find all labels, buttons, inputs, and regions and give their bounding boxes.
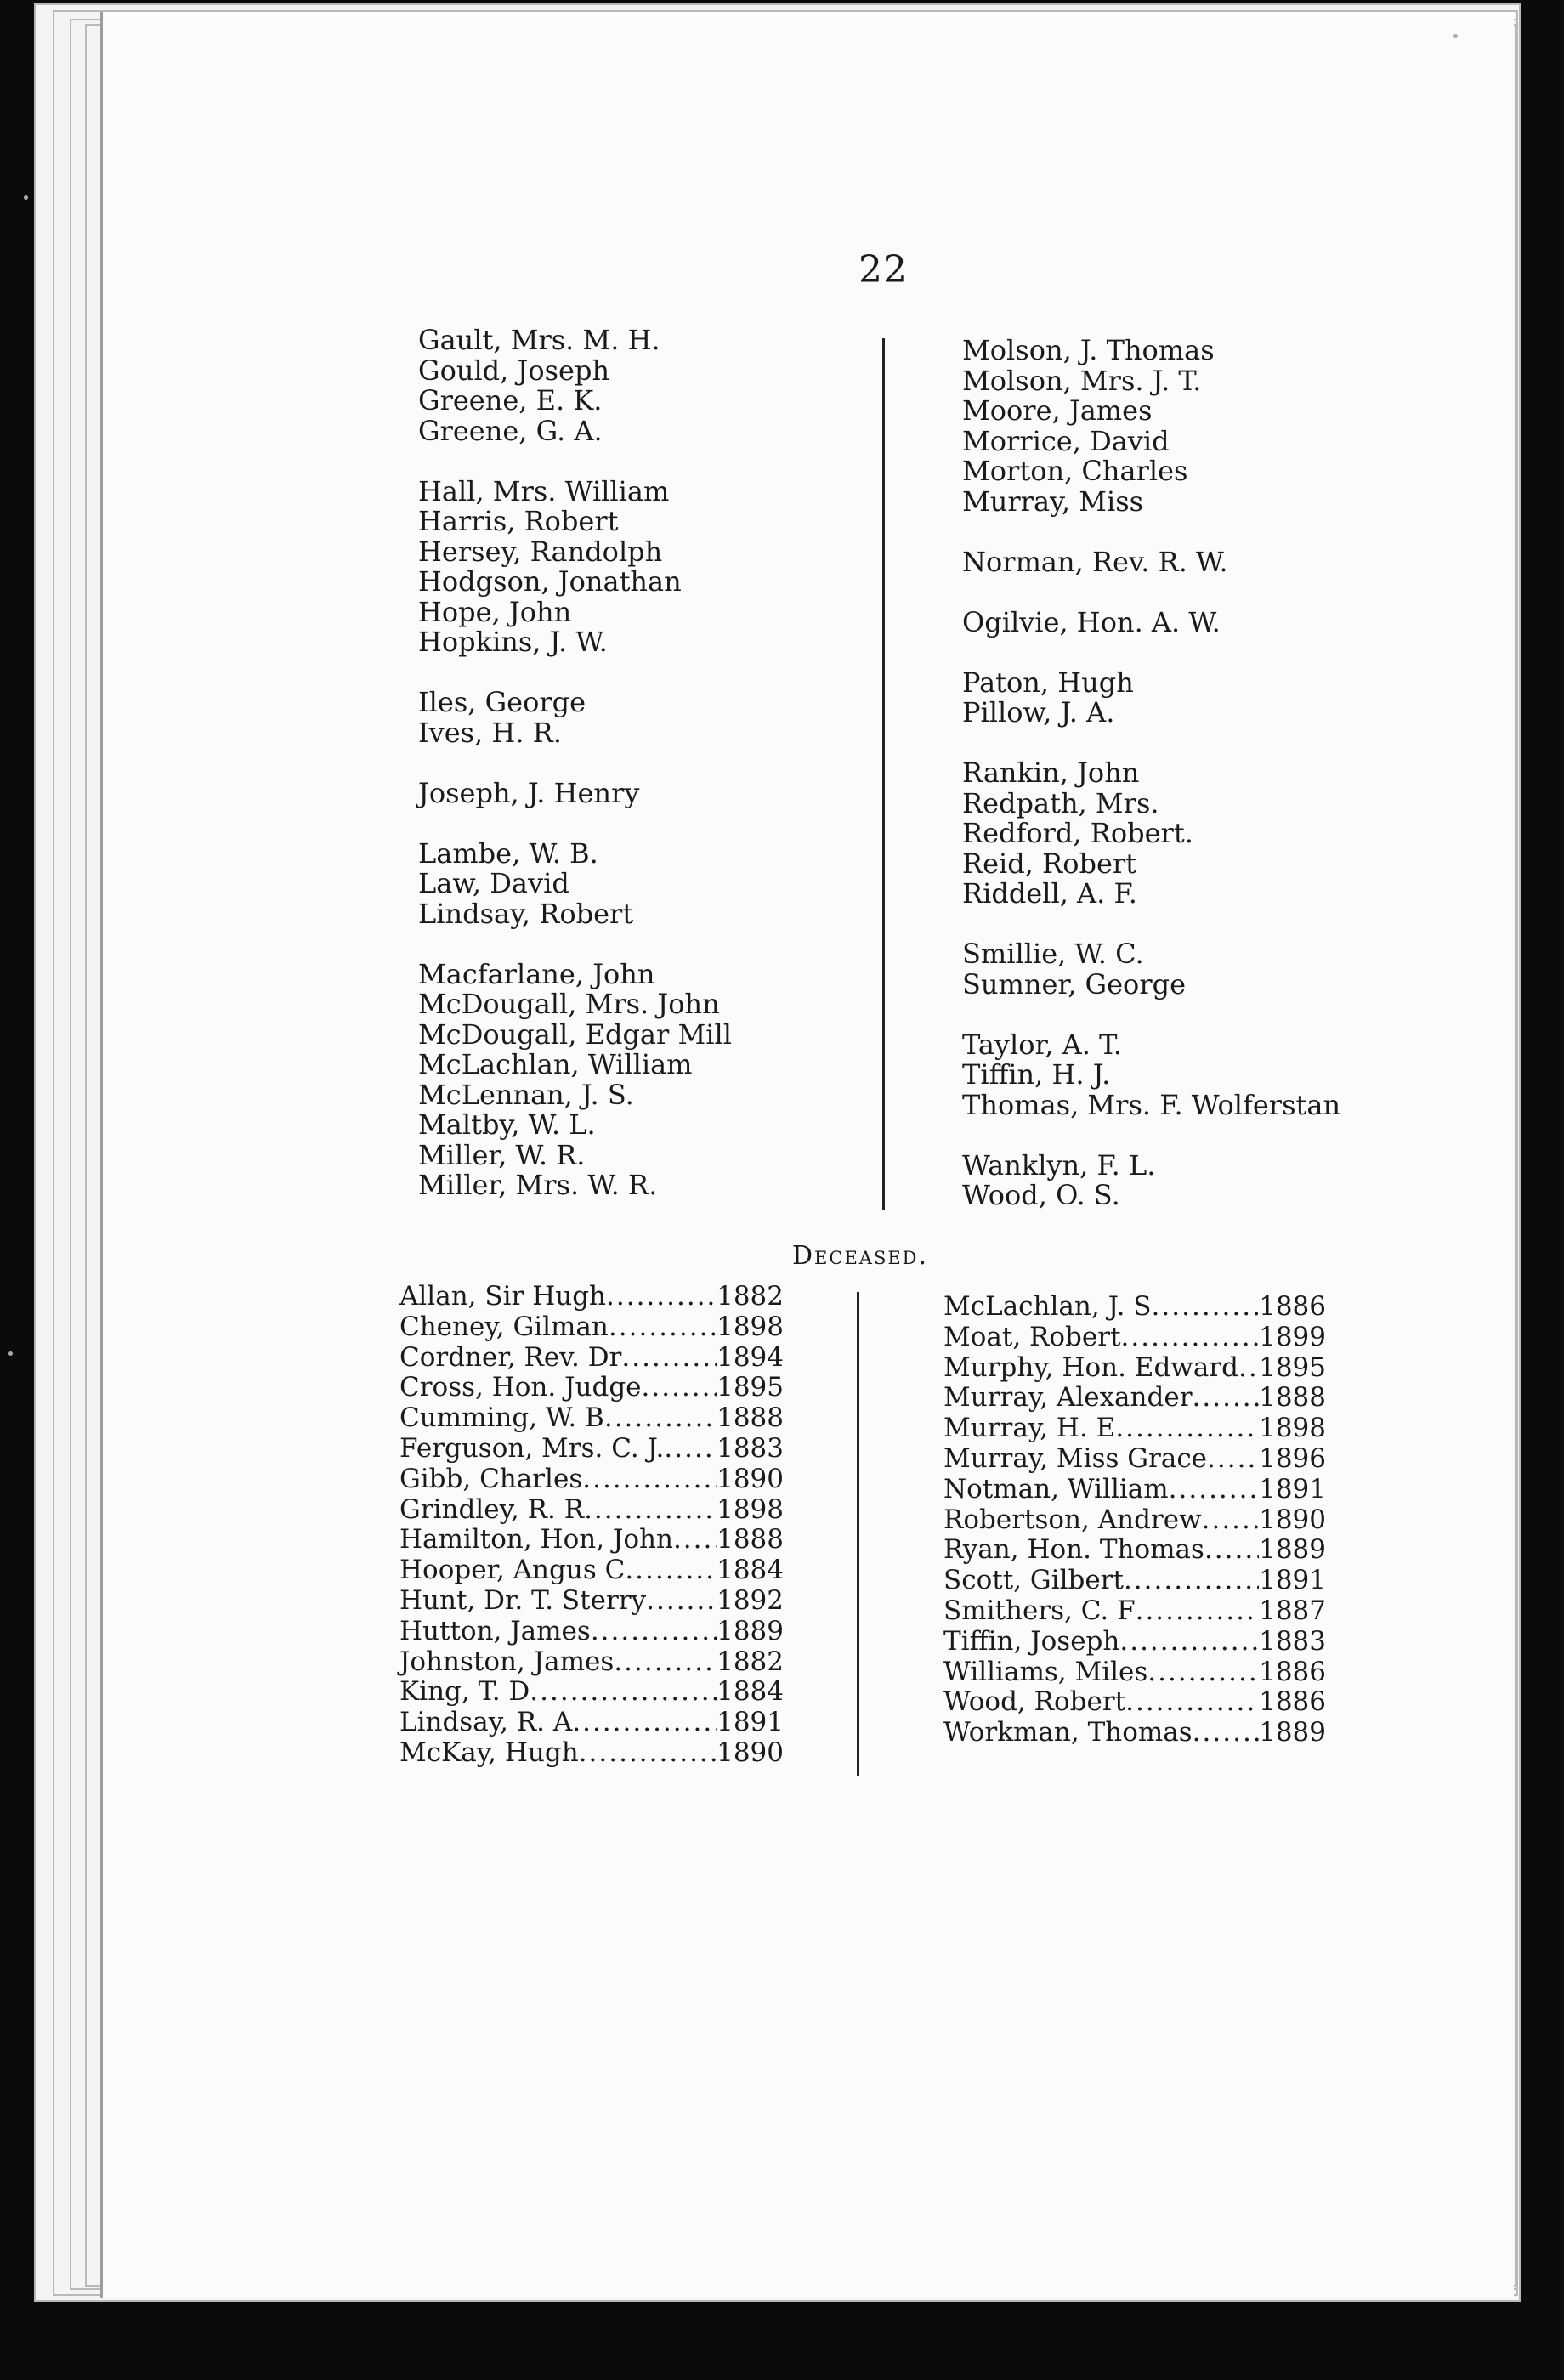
deceased-entry: [400, 1556, 784, 1586]
deceased-entry: [944, 1687, 1326, 1718]
dot-leader: [642, 1373, 717, 1403]
deceased-year: 1883: [717, 1432, 784, 1464]
dot-leader: [673, 1525, 717, 1556]
member-entry: Reid, Robert: [962, 847, 1137, 880]
member-entry: Hopkins, J. W.: [418, 626, 608, 658]
dot-leader: [1193, 1718, 1259, 1748]
deceased-entry: [944, 1292, 1326, 1323]
deceased-name: Lindsay, R. A: [400, 1707, 573, 1738]
member-entry: McLennan, J. S.: [418, 1078, 634, 1111]
member-entry: Miller, W. R.: [418, 1138, 586, 1171]
deceased-year: 1898: [717, 1311, 784, 1342]
dot-leader: [646, 1586, 717, 1617]
dot-leader: [582, 1465, 717, 1495]
dot-leader: [1115, 1414, 1259, 1444]
dot-leader: [1152, 1292, 1260, 1323]
deceased-name: Johnston, James: [400, 1646, 615, 1677]
member-entry: Redford, Robert.: [962, 817, 1193, 849]
deceased-name: Tiffin, Joseph: [944, 1625, 1120, 1657]
deceased-entry: [944, 1323, 1326, 1353]
member-entry: Lambe, W. B.: [418, 836, 598, 870]
list-gap: [962, 910, 1340, 940]
deceased-name: Williams, Miles: [944, 1656, 1148, 1687]
deceased-name: Hunt, Dr. T. Sterry: [400, 1584, 647, 1616]
member-entry: Maltby, W. L.: [418, 1108, 596, 1141]
deceased-year: 1891: [1259, 1565, 1326, 1596]
deceased-year: 1890: [717, 1463, 784, 1494]
list-gap: [962, 1000, 1340, 1030]
deceased-name: Notman, William: [944, 1473, 1169, 1504]
deceased-year: 1884: [717, 1676, 784, 1708]
member-entry: Smillie, W. C.: [962, 938, 1144, 970]
list-gap: [962, 577, 1340, 608]
deceased-year: 1889: [717, 1615, 784, 1646]
deceased-entry: [400, 1495, 784, 1526]
member-entry: McDougall, Edgar Mill: [418, 1017, 732, 1051]
dot-leader: [1125, 1687, 1259, 1718]
member-entry: Gault, Mrs. M. H.: [418, 324, 660, 356]
deceased-name: Grindley, R. R: [400, 1493, 585, 1525]
deceased-name: Murray, Miss Grace: [944, 1442, 1208, 1474]
deceased-year: 1896: [1259, 1442, 1326, 1474]
deceased-entry: [400, 1617, 784, 1647]
member-entry: Molson, Mrs. J. T.: [962, 364, 1202, 397]
dot-leader: [1193, 1383, 1260, 1414]
deceased-name: Robertson, Andrew: [944, 1504, 1202, 1535]
deceased-year: 1886: [1259, 1656, 1326, 1687]
deceased-entry: [944, 1414, 1326, 1444]
member-entry: Harris, Robert: [418, 505, 619, 537]
dot-leader: [606, 1282, 717, 1312]
member-entry: McDougall, Mrs. John: [418, 988, 720, 1020]
deceased-year: 1888: [717, 1524, 784, 1556]
dot-leader: [1207, 1444, 1259, 1475]
member-entry: Greene, G. A.: [418, 414, 603, 447]
column-divider-top: [882, 338, 885, 1210]
deceased-year: 1890: [717, 1737, 784, 1768]
deceased-year: 1891: [1259, 1473, 1326, 1504]
dot-leader: [591, 1617, 717, 1647]
deceased-name: Smithers, C. F: [944, 1595, 1136, 1626]
deceased-entry: [400, 1312, 784, 1343]
list-gap: [418, 929, 732, 960]
deceased-year: 1890: [1259, 1504, 1326, 1535]
member-entry: Wood, O. S.: [962, 1179, 1120, 1211]
deceased-name: Wood, Robert: [944, 1686, 1126, 1718]
deceased-year: 1894: [717, 1341, 784, 1373]
dot-leader: [1124, 1566, 1259, 1596]
list-gap: [418, 658, 732, 688]
dot-leader: [1119, 1627, 1259, 1658]
deceased-column-right: [944, 1292, 1326, 1748]
member-entry: Miller, Mrs. W. R.: [418, 1169, 658, 1201]
deceased-year: 1889: [1259, 1534, 1326, 1566]
deceased-entry: [400, 1282, 784, 1312]
deceased-entry: [400, 1677, 784, 1708]
list-gap: [962, 638, 1340, 668]
member-entry: Taylor, A. T.: [962, 1028, 1122, 1061]
deceased-entry: [944, 1718, 1326, 1748]
dot-leader: [579, 1738, 717, 1769]
deceased-name: Cross, Hon. Judge: [400, 1372, 642, 1403]
member-entry: McLachlan, William: [418, 1048, 693, 1080]
deceased-year: 1886: [1259, 1686, 1326, 1718]
member-entry: Morton, Charles: [962, 455, 1188, 487]
member-entry: Molson, J. Thomas: [962, 334, 1215, 366]
dot-leader: [1136, 1596, 1260, 1627]
dot-leader: [625, 1556, 717, 1586]
member-entry: Morrice, David: [962, 424, 1170, 457]
deceased-year: 1898: [1259, 1413, 1326, 1444]
member-entry: Murray, Miss: [962, 484, 1144, 518]
deceased-year: 1883: [1259, 1625, 1326, 1657]
deceased-entry: [944, 1383, 1326, 1414]
scan-speck: [8, 1352, 13, 1356]
deceased-year: 1887: [1259, 1595, 1326, 1626]
member-entry: Tiffin, H. J.: [962, 1058, 1111, 1091]
member-entry: Paton, Hugh: [962, 666, 1134, 699]
deceased-heading: Deceased.: [792, 1241, 929, 1271]
deceased-year: 1892: [717, 1584, 784, 1616]
dot-leader: [1238, 1353, 1259, 1384]
deceased-name: Allan, Sir Hugh: [400, 1281, 607, 1312]
dot-leader: [584, 1495, 717, 1526]
deceased-name: Ryan, Hon. Thomas: [944, 1534, 1204, 1566]
deceased-entry: [400, 1647, 784, 1678]
list-gap: [962, 1120, 1340, 1151]
member-entry: Law, David: [418, 867, 570, 899]
deceased-name: Scott, Gilbert: [944, 1565, 1124, 1596]
deceased-year: 1899: [1259, 1321, 1326, 1352]
deceased-year: 1891: [717, 1707, 784, 1738]
deceased-year: 1882: [717, 1646, 784, 1677]
deceased-entry: [400, 1525, 784, 1556]
members-column-right: [962, 336, 1340, 1211]
member-entry: Sumner, George: [962, 967, 1187, 1000]
member-entry: Thomas, Mrs. F. Wolferstan: [962, 1088, 1341, 1121]
member-entry: Norman, Rev. R. W.: [962, 545, 1228, 578]
deceased-year: 1888: [1259, 1382, 1326, 1414]
deceased-year: 1895: [1259, 1352, 1326, 1383]
deceased-entry: [400, 1434, 784, 1465]
deceased-entry: [400, 1465, 784, 1495]
member-entry: Iles, George: [418, 686, 586, 718]
deceased-year: 1884: [717, 1555, 784, 1586]
deceased-name: Murphy, Hon. Edward: [944, 1352, 1238, 1383]
member-entry: Redpath, Mrs.: [962, 786, 1159, 819]
deceased-name: McLachlan, J. S: [944, 1291, 1152, 1322]
deceased-entry: [944, 1353, 1326, 1384]
deceased-name: Ferguson, Mrs. C. J.: [400, 1432, 665, 1464]
list-gap: [962, 517, 1340, 547]
deceased-column-left: [400, 1282, 784, 1769]
member-entry: Hodgson, Jonathan: [418, 565, 682, 598]
deceased-name: Murray, Alexander: [944, 1382, 1193, 1414]
list-gap: [418, 446, 732, 477]
deceased-entry: [400, 1343, 784, 1374]
deceased-entry: [400, 1708, 784, 1738]
deceased-year: 1895: [717, 1372, 784, 1403]
member-entry: Macfarlane, John: [418, 957, 655, 990]
member-entry: Ogilvie, Hon. A. W.: [962, 605, 1221, 638]
deceased-name: McKay, Hugh: [400, 1737, 579, 1768]
deceased-name: Hamilton, Hon, John: [400, 1524, 673, 1556]
member-entry: Hersey, Randolph: [418, 535, 663, 568]
member-entry: Gould, Joseph: [418, 354, 610, 387]
deceased-year: 1886: [1259, 1291, 1326, 1322]
dot-leader: [614, 1647, 717, 1678]
deceased-year: 1882: [717, 1281, 784, 1312]
deceased-name: Cordner, Rev. Dr: [400, 1341, 622, 1373]
deceased-entry: [400, 1373, 784, 1403]
dot-leader: [1202, 1505, 1259, 1536]
member-entry: Rankin, John: [962, 756, 1140, 789]
deceased-entry: [944, 1627, 1326, 1658]
dot-leader: [604, 1403, 717, 1434]
deceased-entry: [944, 1444, 1326, 1475]
deceased-name: Hooper, Angus C: [400, 1555, 626, 1586]
member-entry: Lindsay, Robert: [418, 897, 634, 930]
dot-leader: [664, 1434, 717, 1465]
member-entry: Hope, John: [418, 595, 572, 628]
member-entry: Riddell, A. F.: [962, 877, 1137, 910]
deceased-entry: [400, 1586, 784, 1617]
deceased-entry: [944, 1566, 1326, 1596]
deceased-name: Murray, H. E: [944, 1413, 1116, 1444]
dot-leader: [530, 1677, 717, 1708]
column-divider-bottom: [857, 1292, 859, 1776]
dot-leader: [572, 1708, 717, 1738]
member-entry: Ives, H. R.: [418, 716, 562, 749]
dot-leader: [1204, 1535, 1259, 1566]
list-gap: [962, 728, 1340, 759]
deceased-entry: [400, 1403, 784, 1434]
member-entry: Hall, Mrs. William: [418, 474, 670, 507]
scan-speck: [1454, 34, 1458, 38]
deceased-entry: [944, 1505, 1326, 1536]
list-gap: [418, 748, 732, 779]
deceased-entry: [944, 1475, 1326, 1505]
deceased-name: Workman, Thomas: [944, 1717, 1193, 1748]
member-entry: Joseph, J. Henry: [418, 776, 640, 809]
members-column-left: [418, 326, 732, 1201]
dot-leader: [1148, 1658, 1259, 1688]
member-entry: Wanklyn, F. L.: [962, 1148, 1156, 1182]
deceased-entry: [400, 1738, 784, 1769]
deceased-name: Moat, Robert: [944, 1321, 1121, 1352]
dot-leader: [621, 1343, 717, 1374]
deceased-entry: [944, 1658, 1326, 1688]
deceased-year: 1889: [1259, 1717, 1326, 1748]
deceased-entry: [944, 1535, 1326, 1566]
member-entry: Greene, E. K.: [418, 384, 603, 416]
dot-leader: [1121, 1323, 1260, 1353]
deceased-name: Cheney, Gilman: [400, 1311, 609, 1342]
scan-speck: [24, 196, 28, 200]
deceased-entry: [944, 1596, 1326, 1627]
deceased-name: Gibb, Charles: [400, 1463, 583, 1494]
list-gap: [418, 808, 732, 839]
dot-leader: [1169, 1475, 1259, 1505]
dot-leader: [609, 1312, 717, 1343]
deceased-name: Hutton, James: [400, 1615, 591, 1646]
page-number: 22: [858, 248, 908, 292]
deceased-name: King, T. D: [400, 1676, 530, 1708]
member-entry: Moore, James: [962, 394, 1153, 427]
deceased-year: 1888: [717, 1402, 784, 1434]
member-entry: Pillow, J. A.: [962, 696, 1115, 728]
deceased-year: 1898: [717, 1493, 784, 1525]
deceased-name: Cumming, W. B: [400, 1402, 604, 1434]
